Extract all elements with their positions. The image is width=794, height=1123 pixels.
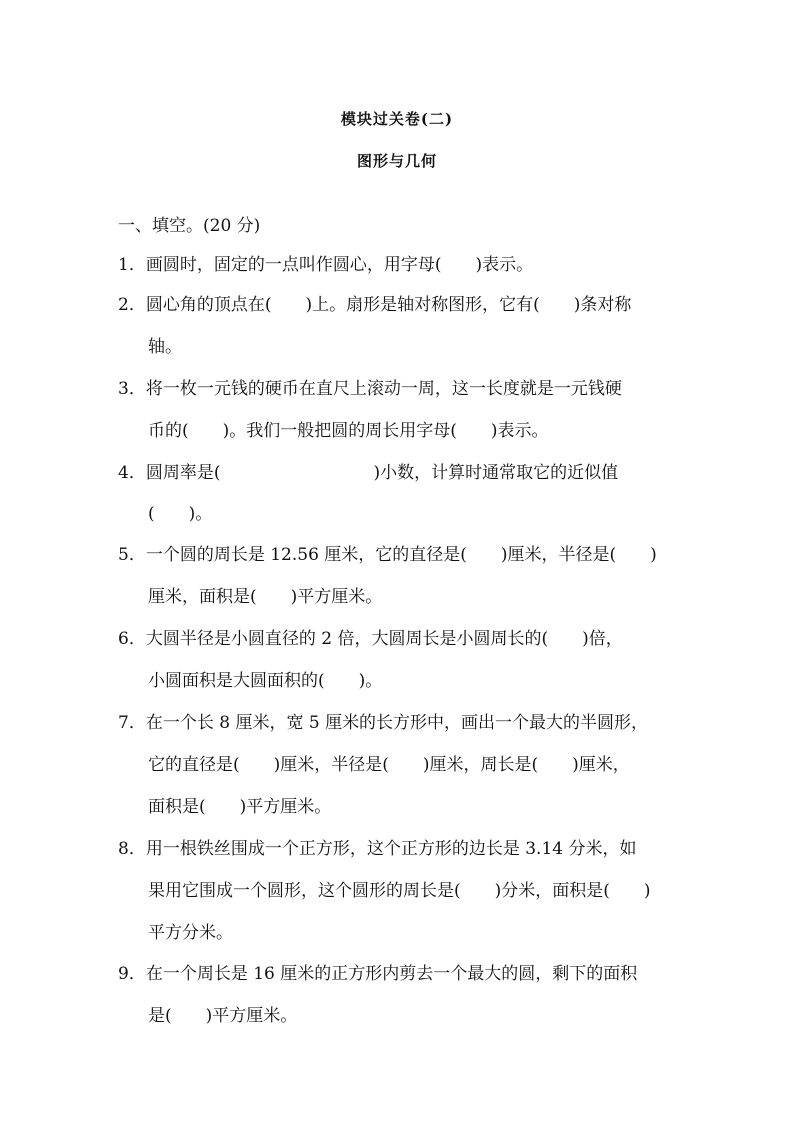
question-7-line-2: 它的直径是( )厘米，半径是( )厘米，周长是( )厘米， [148,755,630,775]
question-8-line-3: 平方分米。 [148,923,233,943]
question-4-line-1: 4．圆周率是( )小数，计算时通常取它的近似值 [118,463,619,483]
question-7-line-3: 面积是( )平方厘米。 [148,797,332,817]
question-9-line-1: 9．在一个周长是 16 厘米的正方形内剪去一个最大的圆，剩下的面积 [118,964,638,984]
question-8-line-2: 果用它围成一个圆形，这个圆形的周长是( )分米，面积是( ) [148,881,651,901]
question-5-line-2: 厘米，面积是( )平方厘米。 [148,587,383,607]
question-8-line-1: 8．用一根铁丝围成一个正方形，这个正方形的边长是 3.14 分米，如 [118,839,637,859]
question-2-line-1: 2．圆心角的顶点在( )上。扇形是轴对称图形，它有( )条对称 [118,295,632,315]
question-1-line-1: 1．画圆时，固定的一点叫作圆心，用字母( )表示。 [118,255,534,275]
question-3-line-2: 币的( )。我们一般把圆的周长用字母( )表示。 [148,421,549,441]
question-6-line-2: 小圆面积是大圆面积的( )。 [148,671,383,691]
question-3-line-1: 3．将一枚一元钱的硬币在直尺上滚动一周，这一长度就是一元钱硬 [118,379,622,399]
question-5-line-1: 5．一个圆的周长是 12.56 厘米，它的直径是( )厘米，半径是( ) [118,545,657,565]
page-title: 模块过关卷(二) [340,110,454,128]
page-subtitle: 图形与几何 [356,152,437,170]
question-6-line-1: 6．大圆半径是小圆直径的 2 倍，大圆周长是小圆周长的( )倍， [118,629,623,649]
question-7-line-1: 7．在一个长 8 厘米，宽 5 厘米的长方形中，画出一个最大的半圆形， [118,713,649,733]
section-heading: 一、填空。(20 分) [118,216,261,236]
question-4-line-2: ( )。 [148,504,213,524]
question-2-line-2: 轴。 [148,337,182,357]
question-9-line-2: 是( )平方厘米。 [148,1006,298,1026]
